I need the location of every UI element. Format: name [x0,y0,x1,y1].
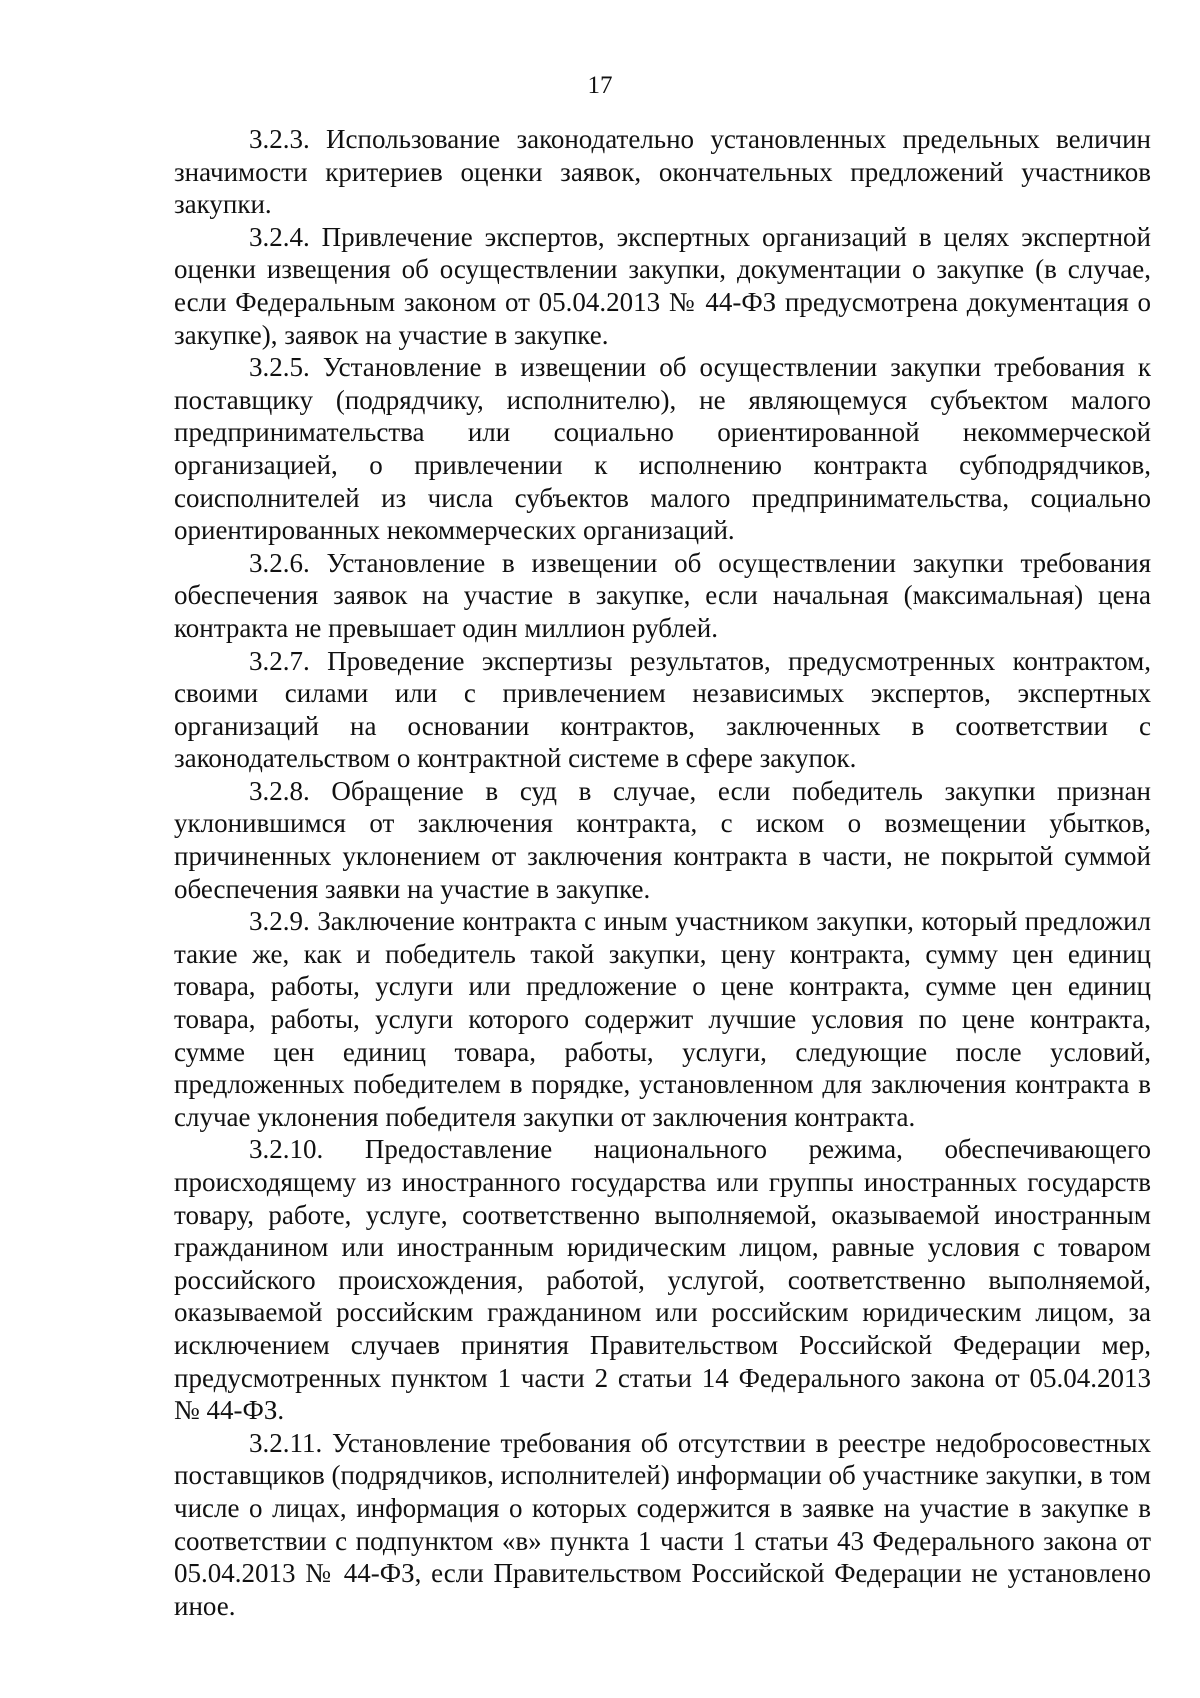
paragraph-3-2-9: 3.2.9. Заключение контракта с иным участником закупки, который предложил такие же, как и победитель такой закупки, цену контракта, сумму цен единиц товара, работы, услуги или предложение о цене контракта, сумме цен единиц товара, работы, услуги которого содержит лучшие условия по цене контракта, сумме цен единиц товара, работы, услуги, следующие после условий, предложенных победителем в порядке, установленном для заключения контракта в случае уклонения победителя закупки от заключения контракта. [174,906,1151,1132]
paragraph-3-2-3: 3.2.3. Использование законодательно установленных предельных величин значимости критериев оценки заявок, окончательных предложений участников закупки. [174,124,1151,220]
paragraph-3-2-10: 3.2.10. Предоставление национального режима, обеспечивающего происходящему из иностранного государства или группы иностранных государств товару, работе, услуге, соответственно выполняемой, оказываемой иностранным гражданином или иностранным юридическим лицом, равные условия с товаром российского происхождения, работой, услугой, соответственно выполняемой, оказываемой российским гражданином или российским юридическим лицом, за исключением случаев принятия Правительством Российской Федерации мер, предусмотренных пунктом 1 части 2 статьи 14 Федерального закона от 05.04.2013 № 44-ФЗ. [174,1134,1151,1426]
page-number: 17 [587,72,613,99]
paragraph-3-2-4: 3.2.4. Привлечение экспертов, экспертных организаций в целях экспертной оценки извещения об осуществлении закупки, документации о закупке (в случае, если Федеральным законом от 05.04.2013 № 44-ФЗ предусмотрена документация о закупке), заявок на участие в закупке. [174,221,1151,350]
paragraph-3-2-8: 3.2.8. Обращение в суд в случае, если победитель закупки признан уклонившимся от заключения контракта, с иском о возмещении убытков, причиненных уклонением от заключения контракта в части, не покрытой суммой обеспечения заявки на участие в закупке. [174,775,1151,904]
document-body [174,123,1151,1622]
paragraph-3-2-7: 3.2.7. Проведение экспертизы результатов, предусмотренных контрактом, своими силами или с привлечением независимых экспертов, экспертных организаций на основании контрактов, заключенных в соответствии с законодательством о контрактной системе в сфере закупок. [174,645,1151,774]
paragraph-3-2-6: 3.2.6. Установление в извещении об осуществлении закупки требования обеспечения заявок на участие в закупке, если начальная (максимальная) цена контракта не превышает один миллион рублей. [174,547,1151,643]
paragraph-3-2-5: 3.2.5. Установление в извещении об осуществлении закупки требования к поставщику (подрядчику, исполнителю), не являющемуся субъектом малого предпринимательства или социально ориентированной некоммерческой организацией, о привлечении к исполнению контракта субподрядчиков, соисполнителей из числа субъектов малого предпринимательства, социально ориентированных некоммерческих организаций. [174,352,1151,546]
paragraph-3-2-11: 3.2.11. Установление требования об отсутствии в реестре недобросовестных поставщиков (подрядчиков, исполнителей) информации об участнике закупки, в том числе о лицах, информация о которых содержится в заявке на участие в закупке в соответствии с подпунктом «в» пункта 1 части 1 статьи 43 Федерального закона от 05.04.2013 № 44-ФЗ, если Правительством Российской Федерации не установлено иное. [174,1427,1151,1621]
